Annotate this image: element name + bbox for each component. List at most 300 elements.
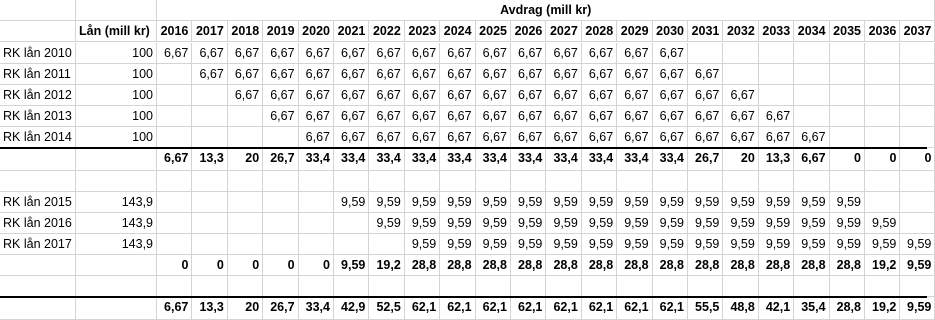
value-cell[interactable] xyxy=(157,213,192,234)
value-cell[interactable]: 9,59 xyxy=(688,213,723,234)
value-cell[interactable]: 6,67 xyxy=(157,43,192,64)
value-cell[interactable]: 0 xyxy=(228,255,263,276)
value-cell[interactable]: 62,1 xyxy=(511,297,546,320)
value-cell[interactable]: 9,59 xyxy=(511,192,546,213)
value-cell[interactable] xyxy=(369,171,404,192)
value-cell[interactable]: 26,7 xyxy=(263,148,298,171)
value-cell[interactable] xyxy=(157,192,192,213)
value-cell[interactable]: 9,59 xyxy=(546,234,581,255)
value-cell[interactable] xyxy=(865,192,900,213)
value-cell[interactable] xyxy=(228,213,263,234)
value-cell[interactable] xyxy=(476,276,511,297)
value-cell[interactable] xyxy=(299,234,334,255)
row-label[interactable] xyxy=(0,297,76,320)
value-cell[interactable]: 33,4 xyxy=(405,148,440,171)
value-cell[interactable] xyxy=(157,106,192,127)
value-cell[interactable]: 26,7 xyxy=(263,297,298,320)
loan-amount[interactable] xyxy=(76,171,157,192)
value-cell[interactable] xyxy=(794,276,829,297)
value-cell[interactable]: 9,59 xyxy=(653,234,688,255)
value-cell[interactable]: 55,5 xyxy=(688,297,723,320)
value-cell[interactable]: 6,67 xyxy=(794,127,829,148)
value-cell[interactable]: 28,8 xyxy=(476,255,511,276)
value-cell[interactable] xyxy=(900,64,935,85)
value-cell[interactable]: 9,59 xyxy=(334,255,369,276)
value-cell[interactable] xyxy=(794,106,829,127)
value-cell[interactable] xyxy=(900,127,935,148)
value-cell[interactable]: 28,8 xyxy=(405,255,440,276)
value-cell[interactable] xyxy=(900,43,935,64)
value-cell[interactable] xyxy=(688,171,723,192)
year-header[interactable]: 2027 xyxy=(546,21,581,42)
value-cell[interactable] xyxy=(228,127,263,148)
value-cell[interactable]: 9,59 xyxy=(617,192,652,213)
loan-amount[interactable] xyxy=(76,297,157,320)
value-cell[interactable]: 6,67 xyxy=(546,127,581,148)
value-cell[interactable]: 62,1 xyxy=(546,297,581,320)
value-cell[interactable] xyxy=(157,127,192,148)
value-cell[interactable]: 6,67 xyxy=(688,127,723,148)
value-cell[interactable] xyxy=(865,127,900,148)
value-cell[interactable] xyxy=(723,171,758,192)
value-cell[interactable]: 33,4 xyxy=(369,148,404,171)
value-cell[interactable] xyxy=(263,127,298,148)
value-cell[interactable]: 6,67 xyxy=(582,64,617,85)
row-label[interactable]: RK lån 2014 xyxy=(0,127,76,148)
year-header[interactable]: 2032 xyxy=(723,21,758,42)
value-cell[interactable]: 9,59 xyxy=(440,192,475,213)
value-cell[interactable]: 19,2 xyxy=(865,255,900,276)
value-cell[interactable]: 6,67 xyxy=(405,106,440,127)
value-cell[interactable] xyxy=(192,85,227,106)
value-cell[interactable] xyxy=(794,43,829,64)
year-header[interactable]: 2036 xyxy=(865,21,900,42)
value-cell[interactable] xyxy=(900,171,935,192)
value-cell[interactable] xyxy=(192,213,227,234)
value-cell[interactable]: 9,59 xyxy=(759,234,794,255)
value-cell[interactable] xyxy=(192,192,227,213)
value-cell[interactable]: 9,59 xyxy=(723,213,758,234)
value-cell[interactable] xyxy=(653,171,688,192)
value-cell[interactable]: 33,4 xyxy=(511,148,546,171)
value-cell[interactable]: 0 xyxy=(157,255,192,276)
value-cell[interactable]: 9,59 xyxy=(405,234,440,255)
value-cell[interactable]: 9,59 xyxy=(900,234,935,255)
value-cell[interactable]: 6,67 xyxy=(688,85,723,106)
value-cell[interactable] xyxy=(794,64,829,85)
year-header[interactable]: 2030 xyxy=(653,21,688,42)
value-cell[interactable]: 9,59 xyxy=(511,213,546,234)
value-cell[interactable] xyxy=(511,171,546,192)
value-cell[interactable] xyxy=(192,234,227,255)
value-cell[interactable]: 0 xyxy=(900,148,935,171)
value-cell[interactable]: 33,4 xyxy=(617,148,652,171)
value-cell[interactable]: 6,67 xyxy=(653,43,688,64)
value-cell[interactable]: 6,67 xyxy=(299,64,334,85)
value-cell[interactable]: 13,3 xyxy=(759,148,794,171)
year-header[interactable]: 2019 xyxy=(263,21,298,42)
value-cell[interactable]: 6,67 xyxy=(582,106,617,127)
year-header[interactable]: 2026 xyxy=(511,21,546,42)
value-cell[interactable] xyxy=(830,43,865,64)
value-cell[interactable]: 9,59 xyxy=(476,213,511,234)
value-cell[interactable] xyxy=(228,276,263,297)
value-cell[interactable]: 6,67 xyxy=(653,106,688,127)
loan-amount[interactable]: 143,9 xyxy=(76,192,157,213)
value-cell[interactable] xyxy=(900,213,935,234)
value-cell[interactable]: 28,8 xyxy=(617,255,652,276)
value-cell[interactable]: 33,4 xyxy=(440,148,475,171)
value-cell[interactable] xyxy=(228,192,263,213)
loan-amount[interactable] xyxy=(76,276,157,297)
value-cell[interactable]: 6,67 xyxy=(759,127,794,148)
value-cell[interactable] xyxy=(263,192,298,213)
value-cell[interactable]: 9,59 xyxy=(900,297,935,320)
value-cell[interactable]: 6,67 xyxy=(440,85,475,106)
value-cell[interactable]: 26,7 xyxy=(688,148,723,171)
year-header[interactable]: 2021 xyxy=(334,21,369,42)
value-cell[interactable]: 9,59 xyxy=(759,213,794,234)
value-cell[interactable] xyxy=(263,276,298,297)
value-cell[interactable]: 19,2 xyxy=(369,255,404,276)
value-cell[interactable] xyxy=(794,85,829,106)
value-cell[interactable] xyxy=(405,276,440,297)
value-cell[interactable]: 28,8 xyxy=(723,255,758,276)
value-cell[interactable]: 9,59 xyxy=(440,213,475,234)
value-cell[interactable] xyxy=(688,276,723,297)
loan-amount[interactable]: 100 xyxy=(76,64,157,85)
value-cell[interactable]: 33,4 xyxy=(334,148,369,171)
value-cell[interactable]: 28,8 xyxy=(511,255,546,276)
loan-amount[interactable]: 100 xyxy=(76,106,157,127)
value-cell[interactable]: 9,59 xyxy=(759,192,794,213)
value-cell[interactable]: 9,59 xyxy=(369,213,404,234)
value-cell[interactable] xyxy=(192,171,227,192)
value-cell[interactable]: 9,59 xyxy=(476,234,511,255)
year-header[interactable]: 2037 xyxy=(900,21,935,42)
row-label[interactable]: RK lån 2011 xyxy=(0,64,76,85)
loan-amount[interactable]: 100 xyxy=(76,127,157,148)
value-cell[interactable] xyxy=(653,276,688,297)
loan-amount[interactable] xyxy=(76,255,157,276)
value-cell[interactable]: 20 xyxy=(228,148,263,171)
value-cell[interactable]: 6,67 xyxy=(440,64,475,85)
value-cell[interactable] xyxy=(723,43,758,64)
value-cell[interactable]: 33,4 xyxy=(299,148,334,171)
value-cell[interactable] xyxy=(794,171,829,192)
value-cell[interactable]: 0 xyxy=(299,255,334,276)
value-cell[interactable]: 6,67 xyxy=(405,43,440,64)
value-cell[interactable] xyxy=(900,85,935,106)
value-cell[interactable]: 6,67 xyxy=(263,106,298,127)
row-label[interactable]: RK lån 2017 xyxy=(0,234,76,255)
value-cell[interactable]: 9,59 xyxy=(723,192,758,213)
value-cell[interactable] xyxy=(900,106,935,127)
value-cell[interactable]: 6,67 xyxy=(228,64,263,85)
value-cell[interactable]: 6,67 xyxy=(405,127,440,148)
value-cell[interactable] xyxy=(511,276,546,297)
value-cell[interactable]: 6,67 xyxy=(653,127,688,148)
value-cell[interactable]: 62,1 xyxy=(653,297,688,320)
value-cell[interactable]: 19,2 xyxy=(865,297,900,320)
value-cell[interactable]: 6,67 xyxy=(653,64,688,85)
row-label[interactable] xyxy=(0,148,76,171)
value-cell[interactable]: 6,67 xyxy=(723,106,758,127)
value-cell[interactable]: 6,67 xyxy=(440,43,475,64)
value-cell[interactable]: 9,59 xyxy=(369,192,404,213)
value-cell[interactable]: 6,67 xyxy=(334,127,369,148)
value-cell[interactable] xyxy=(157,276,192,297)
value-cell[interactable]: 6,67 xyxy=(476,64,511,85)
value-cell[interactable]: 6,67 xyxy=(299,106,334,127)
value-cell[interactable]: 6,67 xyxy=(299,85,334,106)
value-cell[interactable]: 9,59 xyxy=(688,234,723,255)
value-cell[interactable]: 6,67 xyxy=(511,106,546,127)
value-cell[interactable]: 6,67 xyxy=(723,127,758,148)
value-cell[interactable]: 6,67 xyxy=(723,85,758,106)
header-empty-cell[interactable] xyxy=(76,0,157,21)
header-label-cell[interactable] xyxy=(0,21,76,42)
value-cell[interactable]: 6,67 xyxy=(405,64,440,85)
value-cell[interactable]: 0 xyxy=(263,255,298,276)
loan-amount[interactable] xyxy=(76,148,157,171)
value-cell[interactable]: 6,67 xyxy=(228,43,263,64)
year-header[interactable]: 2018 xyxy=(228,21,263,42)
value-cell[interactable]: 33,4 xyxy=(582,148,617,171)
row-label[interactable]: RK lån 2012 xyxy=(0,85,76,106)
value-cell[interactable]: 6,67 xyxy=(157,297,192,320)
value-cell[interactable]: 28,8 xyxy=(546,255,581,276)
year-header[interactable]: 2033 xyxy=(759,21,794,42)
year-header[interactable]: 2028 xyxy=(582,21,617,42)
loan-amount[interactable]: 100 xyxy=(76,85,157,106)
value-cell[interactable] xyxy=(830,85,865,106)
value-cell[interactable]: 28,8 xyxy=(759,255,794,276)
value-cell[interactable] xyxy=(405,171,440,192)
loan-amount[interactable]: 143,9 xyxy=(76,213,157,234)
value-cell[interactable] xyxy=(865,276,900,297)
value-cell[interactable]: 52,5 xyxy=(369,297,404,320)
value-cell[interactable]: 62,1 xyxy=(476,297,511,320)
value-cell[interactable] xyxy=(546,276,581,297)
value-cell[interactable] xyxy=(900,276,935,297)
value-cell[interactable] xyxy=(617,276,652,297)
year-header[interactable]: 2024 xyxy=(440,21,475,42)
value-cell[interactable]: 9,59 xyxy=(405,192,440,213)
value-cell[interactable]: 9,59 xyxy=(865,213,900,234)
value-cell[interactable]: 6,67 xyxy=(440,106,475,127)
value-cell[interactable] xyxy=(546,171,581,192)
value-cell[interactable]: 33,4 xyxy=(653,148,688,171)
value-cell[interactable]: 6,67 xyxy=(617,127,652,148)
value-cell[interactable]: 28,8 xyxy=(688,255,723,276)
value-cell[interactable]: 9,59 xyxy=(511,234,546,255)
value-cell[interactable]: 9,59 xyxy=(582,234,617,255)
row-label[interactable] xyxy=(0,276,76,297)
value-cell[interactable] xyxy=(228,171,263,192)
value-cell[interactable] xyxy=(299,171,334,192)
value-cell[interactable] xyxy=(263,213,298,234)
value-cell[interactable] xyxy=(617,171,652,192)
value-cell[interactable]: 62,1 xyxy=(440,297,475,320)
value-cell[interactable] xyxy=(759,85,794,106)
value-cell[interactable]: 20 xyxy=(228,297,263,320)
value-cell[interactable]: 0 xyxy=(865,148,900,171)
row-label[interactable]: RK lån 2016 xyxy=(0,213,76,234)
value-cell[interactable]: 6,67 xyxy=(334,43,369,64)
value-cell[interactable]: 6,67 xyxy=(546,85,581,106)
value-cell[interactable] xyxy=(157,234,192,255)
loan-amount[interactable]: 143,9 xyxy=(76,234,157,255)
value-cell[interactable]: 9,59 xyxy=(582,213,617,234)
value-cell[interactable] xyxy=(723,276,758,297)
value-cell[interactable]: 6,67 xyxy=(546,106,581,127)
value-cell[interactable] xyxy=(688,43,723,64)
value-cell[interactable]: 6,67 xyxy=(511,43,546,64)
value-cell[interactable]: 6,67 xyxy=(688,106,723,127)
value-cell[interactable]: 6,67 xyxy=(476,85,511,106)
value-cell[interactable]: 6,67 xyxy=(511,64,546,85)
value-cell[interactable]: 28,8 xyxy=(653,255,688,276)
value-cell[interactable]: 0 xyxy=(830,148,865,171)
value-cell[interactable] xyxy=(299,213,334,234)
value-cell[interactable]: 6,67 xyxy=(653,85,688,106)
value-cell[interactable]: 42,1 xyxy=(759,297,794,320)
value-cell[interactable]: 6,67 xyxy=(299,127,334,148)
value-cell[interactable]: 6,67 xyxy=(334,85,369,106)
loan-amount[interactable]: 100 xyxy=(76,43,157,64)
value-cell[interactable]: 28,8 xyxy=(794,255,829,276)
value-cell[interactable] xyxy=(865,171,900,192)
value-cell[interactable]: 6,67 xyxy=(582,85,617,106)
year-header[interactable]: 2031 xyxy=(688,21,723,42)
value-cell[interactable]: 6,67 xyxy=(688,64,723,85)
value-cell[interactable]: 9,59 xyxy=(653,192,688,213)
value-cell[interactable] xyxy=(476,171,511,192)
value-cell[interactable]: 6,67 xyxy=(440,127,475,148)
row-label[interactable]: RK lån 2013 xyxy=(0,106,76,127)
value-cell[interactable]: 6,67 xyxy=(369,106,404,127)
value-cell[interactable]: 6,67 xyxy=(476,127,511,148)
value-cell[interactable]: 9,59 xyxy=(546,192,581,213)
value-cell[interactable] xyxy=(830,106,865,127)
value-cell[interactable]: 62,1 xyxy=(617,297,652,320)
value-cell[interactable]: 6,67 xyxy=(546,64,581,85)
value-cell[interactable]: 28,8 xyxy=(830,297,865,320)
value-cell[interactable]: 6,67 xyxy=(511,127,546,148)
value-cell[interactable]: 0 xyxy=(192,255,227,276)
table-title[interactable]: Avdrag (mill kr) xyxy=(157,0,935,21)
value-cell[interactable]: 9,59 xyxy=(617,234,652,255)
value-cell[interactable] xyxy=(299,192,334,213)
value-cell[interactable] xyxy=(369,276,404,297)
value-cell[interactable] xyxy=(157,64,192,85)
value-cell[interactable]: 9,59 xyxy=(865,234,900,255)
year-header[interactable]: 2022 xyxy=(369,21,404,42)
value-cell[interactable]: 9,59 xyxy=(794,192,829,213)
row-label[interactable] xyxy=(0,255,76,276)
value-cell[interactable]: 9,59 xyxy=(405,213,440,234)
value-cell[interactable] xyxy=(865,85,900,106)
value-cell[interactable]: 6,67 xyxy=(192,64,227,85)
value-cell[interactable]: 13,3 xyxy=(192,297,227,320)
value-cell[interactable] xyxy=(334,234,369,255)
value-cell[interactable]: 9,59 xyxy=(617,213,652,234)
value-cell[interactable]: 6,67 xyxy=(228,85,263,106)
value-cell[interactable]: 6,67 xyxy=(794,148,829,171)
loan-header[interactable]: Lån (mill kr) xyxy=(76,21,157,42)
row-label[interactable]: RK lån 2010 xyxy=(0,43,76,64)
value-cell[interactable] xyxy=(759,171,794,192)
value-cell[interactable]: 9,59 xyxy=(723,234,758,255)
value-cell[interactable] xyxy=(440,276,475,297)
value-cell[interactable] xyxy=(263,171,298,192)
value-cell[interactable]: 6,67 xyxy=(617,85,652,106)
value-cell[interactable] xyxy=(582,171,617,192)
row-label[interactable] xyxy=(0,171,76,192)
value-cell[interactable]: 6,67 xyxy=(263,43,298,64)
value-cell[interactable]: 9,59 xyxy=(476,192,511,213)
value-cell[interactable]: 6,67 xyxy=(546,43,581,64)
year-header[interactable]: 2016 xyxy=(157,21,192,42)
value-cell[interactable]: 33,4 xyxy=(546,148,581,171)
value-cell[interactable] xyxy=(299,276,334,297)
value-cell[interactable]: 6,67 xyxy=(617,64,652,85)
value-cell[interactable]: 6,67 xyxy=(582,127,617,148)
value-cell[interactable]: 6,67 xyxy=(263,85,298,106)
value-cell[interactable] xyxy=(192,276,227,297)
value-cell[interactable]: 28,8 xyxy=(830,255,865,276)
header-corner-cell[interactable] xyxy=(0,0,76,21)
value-cell[interactable]: 6,67 xyxy=(334,64,369,85)
value-cell[interactable]: 9,59 xyxy=(440,234,475,255)
value-cell[interactable]: 6,67 xyxy=(334,106,369,127)
year-header[interactable]: 2029 xyxy=(617,21,652,42)
value-cell[interactable]: 9,59 xyxy=(794,234,829,255)
value-cell[interactable] xyxy=(582,276,617,297)
value-cell[interactable] xyxy=(759,276,794,297)
value-cell[interactable] xyxy=(192,127,227,148)
value-cell[interactable] xyxy=(369,234,404,255)
value-cell[interactable] xyxy=(759,43,794,64)
value-cell[interactable]: 42,9 xyxy=(334,297,369,320)
year-header[interactable]: 2023 xyxy=(405,21,440,42)
value-cell[interactable]: 9,59 xyxy=(688,192,723,213)
value-cell[interactable]: 9,59 xyxy=(830,192,865,213)
value-cell[interactable] xyxy=(157,171,192,192)
value-cell[interactable] xyxy=(865,43,900,64)
value-cell[interactable]: 6,67 xyxy=(511,85,546,106)
value-cell[interactable] xyxy=(157,85,192,106)
value-cell[interactable] xyxy=(228,106,263,127)
value-cell[interactable]: 6,67 xyxy=(263,64,298,85)
value-cell[interactable] xyxy=(830,171,865,192)
value-cell[interactable]: 6,67 xyxy=(582,43,617,64)
value-cell[interactable]: 33,4 xyxy=(476,148,511,171)
value-cell[interactable] xyxy=(723,64,758,85)
value-cell[interactable] xyxy=(263,234,298,255)
value-cell[interactable]: 6,67 xyxy=(157,148,192,171)
value-cell[interactable] xyxy=(830,276,865,297)
value-cell[interactable]: 6,67 xyxy=(369,64,404,85)
value-cell[interactable] xyxy=(228,234,263,255)
value-cell[interactable]: 9,59 xyxy=(900,255,935,276)
value-cell[interactable]: 9,59 xyxy=(794,213,829,234)
value-cell[interactable]: 9,59 xyxy=(582,192,617,213)
value-cell[interactable]: 6,67 xyxy=(476,106,511,127)
value-cell[interactable] xyxy=(440,171,475,192)
value-cell[interactable]: 13,3 xyxy=(192,148,227,171)
